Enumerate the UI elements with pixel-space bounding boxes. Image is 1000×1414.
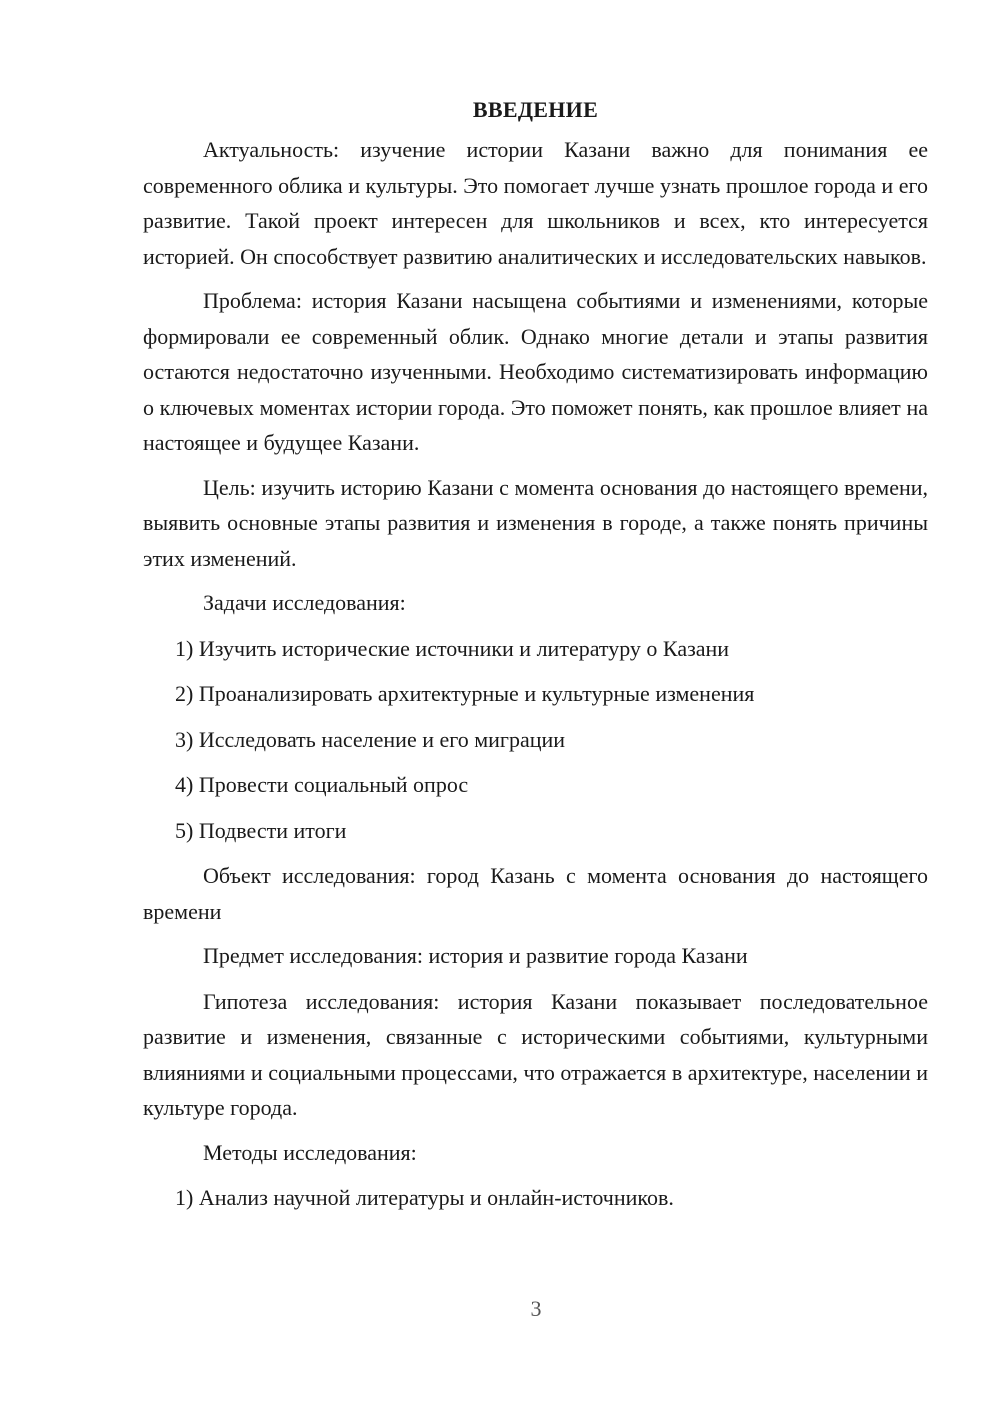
methods-heading: Методы исследования: [203, 1139, 417, 1165]
list-item: 3) Исследовать население и его миграции [175, 726, 566, 752]
paragraph-object: Объект исследования: город Казань с момента основания до настоящего времени [143, 863, 928, 924]
list-item: 1) Анализ научной литературы и онлайн-источников. [175, 1185, 674, 1210]
page-number: 3 [530, 1296, 542, 1321]
paragraph-goal: Цель: изучить историю Казани с момента основания до настоящего времени, выявить основные этапы развития и изменения в городе, а также понять причины этих изменений. [143, 474, 928, 571]
tasks-list [143, 631, 928, 849]
paragraph-hypothesis: Гипотеза исследования: история Казани показывает последовательное развитие и изменения, связанные с историческими событиями, культурными влияниями и социальными процессами, что отражается в архитектуре, населении и культуре города. [143, 988, 928, 1120]
page-title: ВВЕДЕНИЕ [472, 97, 599, 122]
list-item: 5) Подвести итоги [175, 817, 347, 843]
list-item: 1) Изучить исторические источники и литературу о Казани [175, 635, 730, 661]
methods-list [143, 1180, 928, 1216]
paragraph-problem: Проблема: история Казани насыщена событиями и изменениями, которые формировали ее современный облик. Однако многие детали и этапы развития остаются недостаточно изученными. Необходимо систематизировать информацию о ключевых моментах истории города. Это поможет понять, как прошлое влияет на настоящее и будущее Казани. [143, 288, 928, 455]
paragraph-subject: Предмет исследования: история и развитие города Казани [203, 943, 748, 968]
list-item: 4) Провести социальный опрос [175, 772, 469, 797]
list-item: 2) Проанализировать архитектурные и культурные изменения [175, 681, 755, 706]
document-page [143, 92, 928, 1226]
paragraph-relevance: Актуальность: изучение истории Казани важно для понимания ее современного облика и культуры. Это помогает лучше узнать прошлое города и его развитие. Такой проект интересен для школьников и всех, кто интересуется историей. Он способствует развитию аналитических и исследовательских навыков. [143, 137, 928, 269]
tasks-heading: Задачи исследования: [203, 590, 406, 615]
